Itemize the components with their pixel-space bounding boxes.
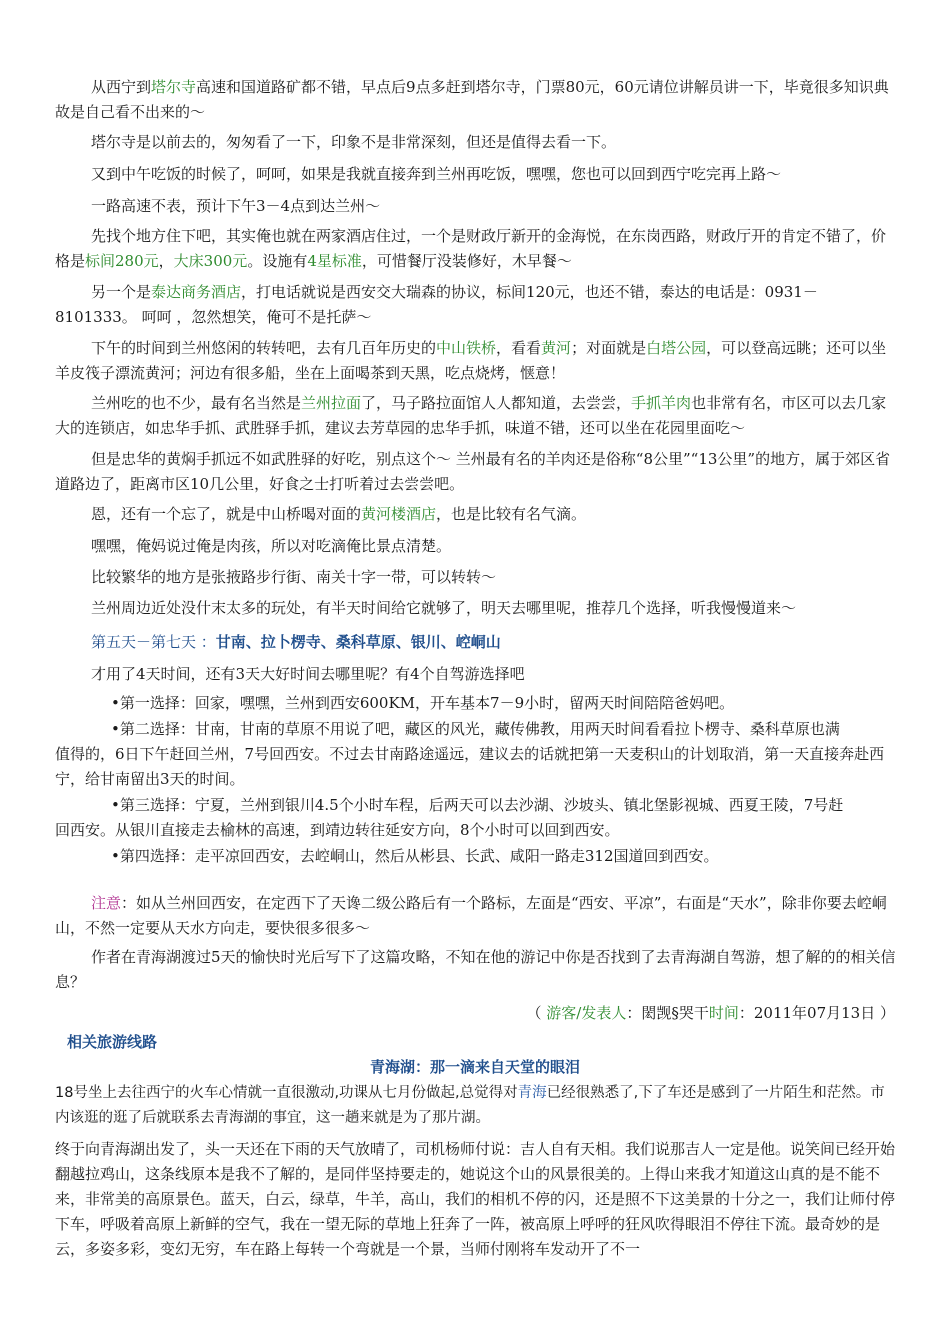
- link-taida-hotel[interactable]: 泰达商务酒店: [151, 283, 242, 301]
- paragraph-food: 兰州吃的也不少，最有名当然是兰州拉面了，马子路拉面馆人人都知道，去尝尝，手抓羊肉也非常有名，市区可以去几家大的连锁店，如忠华手抓、武胜驿手抓，建议去芳草园的忠华手抓，味道不错，还可以坐在花园里面吃～: [55, 394, 887, 437]
- paragraph: 才用了4天时间，还有3天大好时间去哪里呢？有4个自驾游选择吧: [91, 665, 525, 683]
- link-yellow-river[interactable]: 黄河: [541, 339, 572, 357]
- paragraph-summary: 作者在青海湖渡过5天的愉快时光后写下了这篇攻略，不知在他的游记中你是否找到了去青海湖自驾游，想了解的的相关信息？: [55, 948, 896, 991]
- paragraph-taida: 另一个是泰达商务酒店，打电话就说是西安交大瑞森的协议，标间120元，也还不错，泰达的电话是：0931－8101333。 呵呵 ，忽然想笑，俺可不是托萨～: [55, 283, 818, 326]
- related-paragraph: 18号坐上去往西宁的火车心情就一直很激动,功课从七月份做起,总觉得对青海已经很熟悉了,下了车还是感到了一片陌生和茫然。市内该逛的逛了后就联系去青海湖的事宜，这一趟来就是为了那片湖。: [55, 1085, 885, 1126]
- link-qinghai[interactable]: 青海: [517, 1085, 547, 1101]
- list-item-continued: 回西安。从银川直接走去榆林的高速，到靖边转往延安方向，8个小时可以回到西安。: [55, 821, 620, 839]
- paragraph: 比较繁华的地方是张掖路步行街、南关十字一带，可以转转～: [91, 568, 497, 586]
- list-item: •第四选择：走平凉回西安，去崆峒山，然后从彬县、长武、咸阳一路走312国道回到西安。: [111, 847, 719, 865]
- paragraph: 但是忠华的黄焖手抓远不如武胜驿的好吃，别点这个～ 兰州最有名的羊肉还是俗称“8公里”“13公里”的地方，属于郊区省道路边了，距离市区10几公里，好食之士打听着过去尝尝吧。: [55, 450, 891, 493]
- link-4-star[interactable]: 4星标准: [307, 252, 362, 270]
- list-item: •第三选择：宁夏，兰州到银川4.5个小时车程，后两天可以去沙湖、沙坡头、镇北堡影视城、西夏王陵，7号赶: [111, 796, 844, 814]
- list-item: •第一选择：回家，嘿嘿，兰州到西安600KM，开车基本7－9小时，留两天时间陪陪爸妈吧。: [111, 694, 735, 712]
- related-routes-heading: 相关旅游线路: [67, 1033, 158, 1051]
- related-paragraph: 终于向青海湖出发了，头一天还在下雨的天气放晴了，司机杨师付说：吉人自有天相。我们说那吉人一定是他。说笑间已经开始翻越拉鸡山，这条线原本是我不了解的，是同伴坚持要走的，她说这个山的风景很美的。上得山来我才知道这山真的是不能不来，非常美的高原景色。蓝天，白云，绿草，牛羊，高山，我们的相机不停的闪，还是照不下这美景的十分之一，我们让师付停下车，呼吸着高原上新鲜的空气，我在一望无际的草地上狂奔了一阵，被高原上呼呼的狂风吹得眼泪不停往下流。最奇妙的是云，多姿多彩，变幻无穷，车在路上每转一个弯就是一个景，当师付刚将车发动开了不一: [55, 1140, 896, 1258]
- link-taer-temple[interactable]: 塔尔寺: [151, 78, 197, 96]
- paragraph-taer-temple: 从西宁到塔尔寺高速和国道路矿都不错，早点后9点多赶到塔尔寺，门票80元，60元请位讲解员讲一下，毕竟很多知识典故是自己看不出来的～: [55, 78, 889, 121]
- link-hand-mutton[interactable]: 手抓羊肉: [631, 394, 692, 412]
- link-baita-park[interactable]: 白塔公园: [646, 339, 707, 357]
- list-item-continued: 值得的，6日下午赶回兰州，7号回西安。不过去甘南路途遥远，建议去的话就把第一天麦积山的计划取消，第一天直接奔赴西宁，给甘南留出3天的时间。: [55, 745, 885, 788]
- author-label: 游客/发表人: [546, 1004, 627, 1022]
- paragraph-sights: 下午的时间到兰州悠闲的转转吧，去有几百年历史的中山铁桥，看看黄河；对面就是白塔公园，可以登高远眺；还可以坐羊皮筏子漂流黄河；河边有很多船，坐在上面喝茶到天黑，吃点烧烤，惬意！: [55, 339, 887, 382]
- paragraph: 嘿嘿，俺妈说过俺是肉孩，所以对吃滴俺比景点清楚。: [91, 537, 452, 555]
- note-paragraph: 注意：如从兰州回西安，在定西下了天谗二级公路后有一个路标，左面是“西安、平凉”，右面是“天水”，除非你要去崆峒山，不然一定要从天水方向走，要快很多很多～: [55, 894, 887, 937]
- link-zhongshan-bridge[interactable]: 中山铁桥: [436, 339, 497, 357]
- byline: （ 游客/发表人：閎觊§哭干时间：2011年07月13日 ）: [526, 1004, 895, 1022]
- link-lanzhou-noodles[interactable]: 兰州拉面: [301, 394, 362, 412]
- related-article-title[interactable]: 青海湖：那一滴来自天堂的眼泪: [369, 1058, 580, 1076]
- paragraph: 一路高速不表，预计下午3－4点到达兰州～: [91, 197, 381, 215]
- paragraph: 兰州周边近处没什末太多的玩处，有半天时间给它就够了，明天去哪里呢，推荐几个选择，听我慢慢道来～: [91, 599, 797, 617]
- paragraph: 塔尔寺是以前去的，匆匆看了一下，印象不是非常深刻，但还是值得去看一下。: [91, 133, 617, 151]
- link-yellow-river-hotel[interactable]: 黄河楼酒店: [361, 505, 437, 523]
- paragraph-yellow-river-hotel: 恩，还有一个忘了，就是中山桥喝对面的黄河楼酒店，也是比较有名气滴。: [91, 505, 587, 523]
- paragraph: 又到中午吃饭的时候了，呵呵，如果是我就直接奔到兰州再吃饭，嘿嘿，您也可以回到西宁吃完再上路～: [91, 165, 782, 183]
- list-item: •第二选择：甘南，甘南的草原不用说了吧，藏区的风光，藏传佛教，用两天时间看看拉卜楞寺、桑科草原也满: [111, 720, 840, 738]
- paragraph-hotel: 先找个地方住下吧，其实俺也就在两家酒店住过，一个是财政厅新开的金海悦，在东岗西路，财政厅开的肯定不错了，价格是标间280元，大床300元。设施有4星标准，可惜餐厅没装修好，木早餐～: [55, 227, 887, 270]
- link-standard-room[interactable]: 标间280元: [85, 252, 159, 270]
- note-label: 注意: [91, 894, 122, 912]
- link-king-room[interactable]: 大床300元: [173, 252, 248, 270]
- section-heading-day5-7: 第五天－第七天 ：甘南、拉卜楞寺、桑科草原、银川、崆峒山: [91, 633, 501, 651]
- time-label: 时间: [708, 1004, 739, 1022]
